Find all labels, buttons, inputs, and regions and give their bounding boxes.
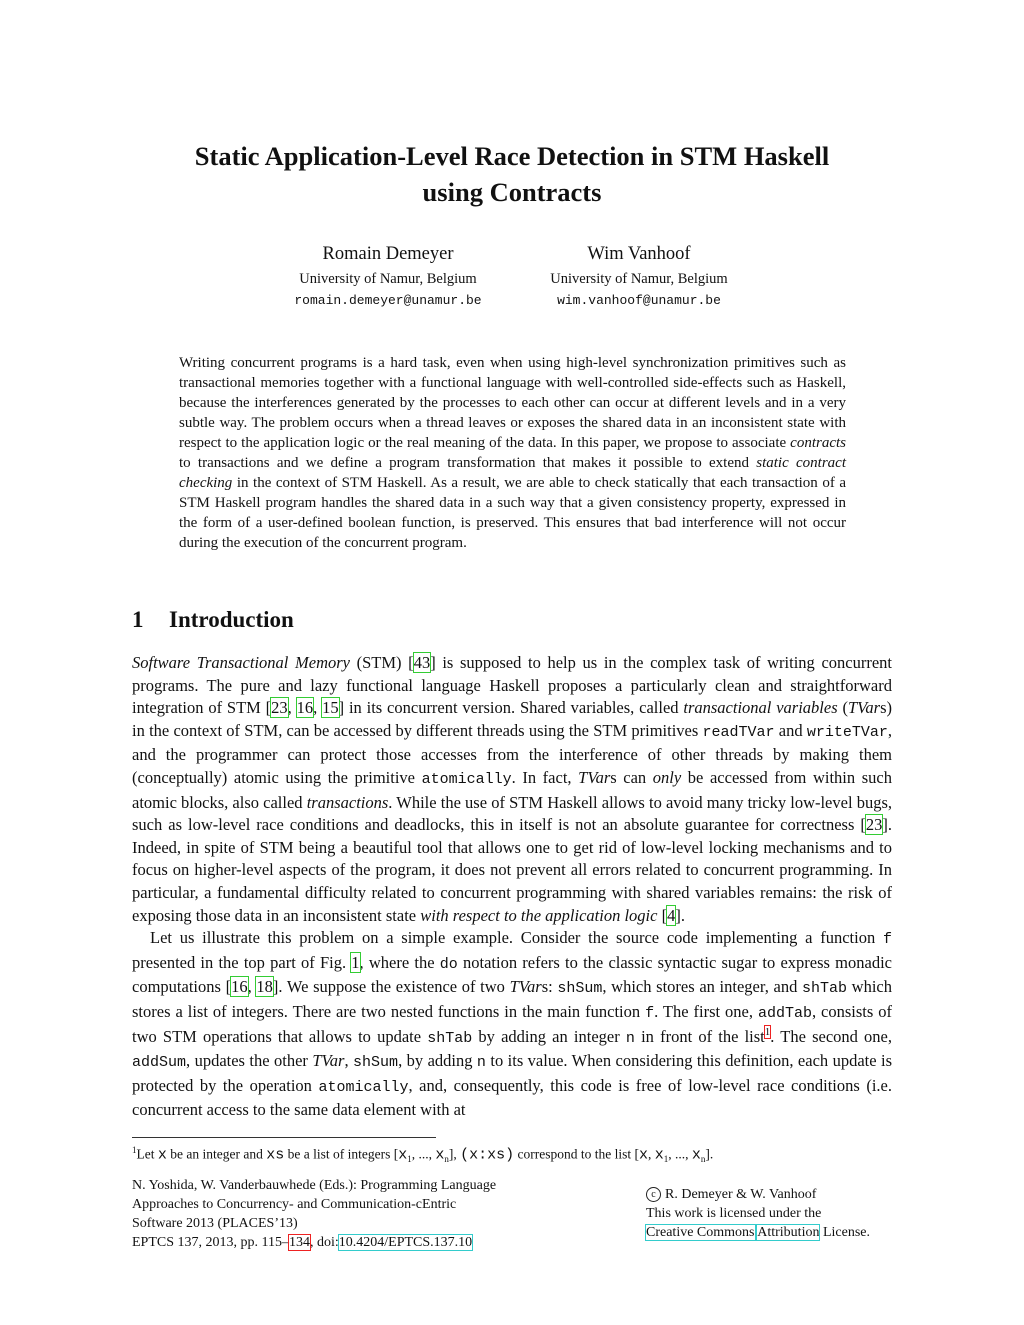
license-info: c R. Demeyer & W. Vanhoof This work is licensed under the Creative Commons Attribution License. [646, 1187, 870, 1240]
author-name: Wim Vanhoof [587, 244, 691, 264]
author-affiliation: University of Namur, Belgium [550, 271, 728, 287]
creative-commons-link[interactable]: Creative Commons [646, 1225, 755, 1240]
citation-link[interactable]: 23 [865, 815, 883, 835]
venue-info: N. Yoshida, W. Vanderbauwhede (Eds.): Programming Language Approaches to Concurrency- and Communication-cEntric Software 2013 (PLACES’13) EPTCS 137, 2013, pp. 115–134, doi:10.4204/EPTCS.137.10 [132, 1178, 497, 1250]
section-title: Introduction [169, 607, 294, 632]
citation-link[interactable]: 23 [271, 698, 288, 718]
citation-link[interactable]: 18 [256, 977, 273, 997]
footnote: $^1$Let x be an integer and xs be a list of integers [$x_1$, ..., $x_n$], (x:xs) correspond to the list [x, $x_1$, ..., $x_n$]. [132, 1145, 714, 1165]
citation-link[interactable]: 15 [322, 698, 339, 718]
paragraph: Software Transactional Memory (STM) [43] is supposed to help us in the complex task of writing concurrent programs. The pure and lazy functional language Haskell proposes a particularly clean and straightforward integration of STM [23, 16, 15] in its concurrent version. Shared variables, called transactional variables (TVars) in the context of STM, can be accessed by different threads using the STM primitives readTVar and writeTVar, and the programmer can protect those accesses from the interference of other threads by making them (conceptually) atomic using the primitive atomically. In fact, TVars can only be accessed from within such atomic blocks, also called transactions. While the use of STM Haskell allows to avoid many tricky low-level bugs, such as low-level race conditions and deadlocks, this in itself is not an absolute guarantee for correctness [23]. Indeed, in spite of STM being a beautiful tool that allows one to get rid of low-level locking mechanisms and to focus on higher-level aspects of the program, it does not prevent all errors related to concurrent programming. In particular, a fundamental difficulty related to concurrent programming with shared variables remains: the risk of exposing those data in an inconsistent state with respect to the application logic [4]. [132, 653, 892, 925]
abstract: Writing concurrent programs is a hard task, even when using high-level synchronization primitives such as transactional memories together with a functional language with well-controlled side-effects such as Haskell, because the interferences generated by the processes to each other can occur at different levels and in a very subtle way. The problem occurs when a thread leaves or exposes the shared data in an inconsistent state with respect to the application logic or the real meaning of the data. In this paper, we propose to associate contracts to transactions and we define a program transformation that makes it possible to extend static contract checking in the context of STM Haskell. As a result, we are able to check statically that each transaction of a STM Haskell program handles the shared data in a such way that a given consistency property, expressed in the form of a user-defined boolean function, is preserved. This ensures that bad interference will not occur during the execution of the concurrent program. [179, 355, 846, 551]
paper-title [132, 138, 892, 210]
author-email: romain.demeyer@unamur.be [294, 293, 482, 308]
section-number: 1 [132, 607, 144, 632]
attribution-link[interactable]: Attribution [757, 1225, 820, 1240]
doi-link[interactable]: 10.4204/EPTCS.137.10 [338, 1235, 473, 1250]
paragraph: Let us illustrate this problem on a simple example. Consider the source code implementing a function f presented in the top part of Fig. 1, where the do notation refers to the classic syntactic sugar to express monadic computations [16, 18]. We suppose the existence of two TVars: shSum, which stores an integer, and shTab which stores a list of integers. There are two nested functions in the main function f. The first one, addTab, consists of two STM operations that allows to update shTab by adding an integer n in front of the list$^1$. The second one, addSum, updates the other TVar, shSum, by adding n to its value. When considering this definition, each update is protected by the operation atomically, and, consequently, this code is free of low-level race conditions (i.e. concurrent access to the same data element with at [132, 928, 893, 1120]
author-name: Romain Demeyer [322, 244, 454, 264]
section-heading [132, 604, 294, 636]
author-affiliation: University of Namur, Belgium [299, 271, 477, 287]
footnote-mark: 1 [132, 1145, 137, 1155]
author-block-2 [509, 242, 769, 312]
introduction-body [132, 652, 892, 1122]
author-email: wim.vanhoof@unamur.be [557, 293, 721, 308]
title-line-1: Static Application-Level Race Detection in STM Haskell [194, 141, 830, 171]
last-page-link[interactable]: 134 [289, 1235, 310, 1250]
footnote-divider [132, 1137, 436, 1138]
title-line-2: using Contracts [422, 177, 602, 207]
author-block-1 [258, 242, 518, 312]
citation-link[interactable]: 43 [413, 653, 431, 672]
footnote-link[interactable]: 1 [764, 1026, 771, 1038]
figure-link[interactable]: 1 [351, 952, 360, 972]
citation-link[interactable]: 16 [231, 977, 248, 997]
copyright-icon: c [646, 1187, 661, 1202]
citation-link[interactable]: 4 [667, 905, 676, 925]
citation-link[interactable]: 16 [296, 698, 314, 718]
